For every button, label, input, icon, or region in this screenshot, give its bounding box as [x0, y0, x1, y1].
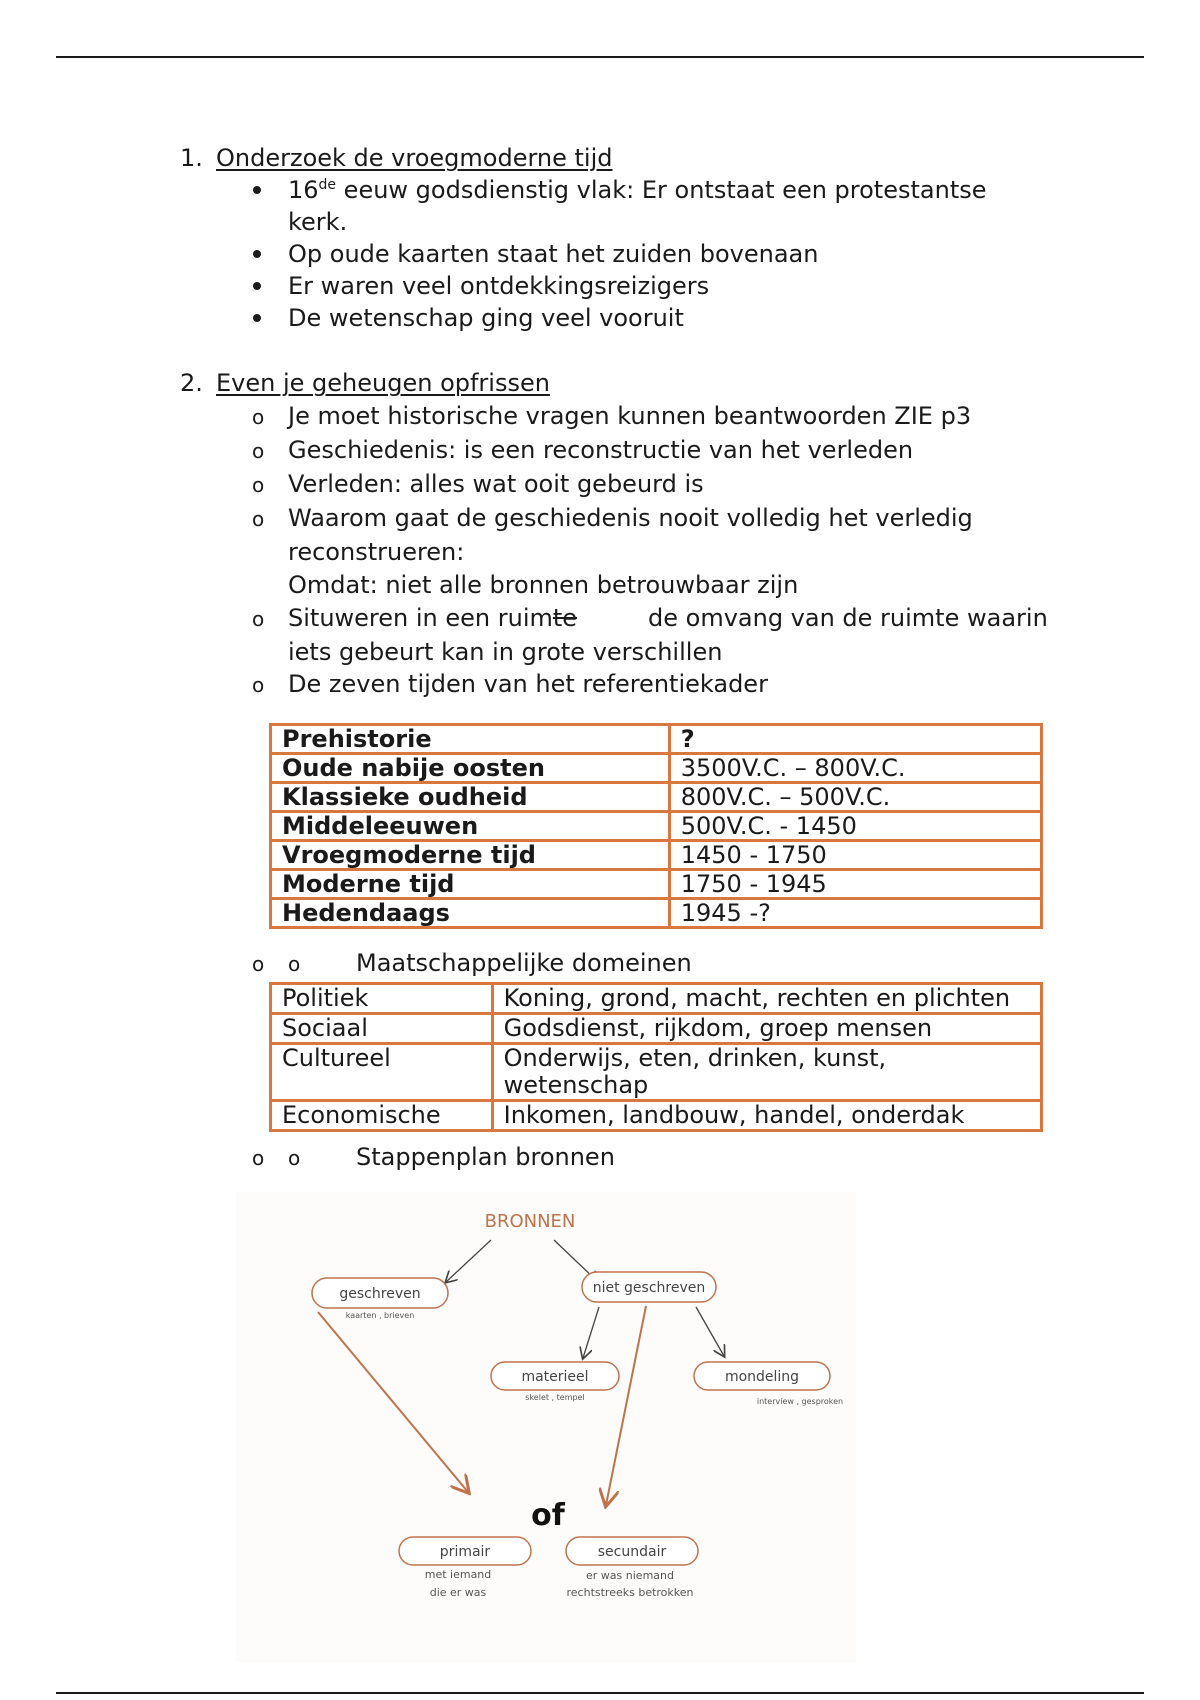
section1-title: Onderzoek de vroegmoderne tijd — [216, 144, 613, 172]
section1-number: 1. — [180, 144, 203, 172]
circle-bullet: o — [252, 607, 265, 631]
primary-note-2: die er was — [429, 1586, 487, 1599]
period-name: Klassieke oudheid — [271, 783, 670, 812]
table-row — [271, 870, 1042, 899]
written-note: kaarten , brieven — [345, 1311, 415, 1320]
table-row — [271, 984, 1042, 1014]
bullet-dot — [253, 186, 261, 194]
section1-bullet-3: Er waren veel ontdekkingsreizigers — [288, 272, 710, 300]
unwritten-label: niet geschreven — [592, 1280, 706, 1296]
period-range: 1945 -? — [669, 899, 1041, 928]
arrow-root-to-written — [446, 1240, 491, 1282]
primary-note-1: met iemand — [424, 1568, 492, 1581]
section2-item-6: De zeven tijden van het referentiekader — [288, 670, 768, 698]
section2-number: 2. — [180, 369, 203, 397]
circle-bullet: o — [252, 673, 265, 697]
section1-bullet-1: 16de eeuw godsdienstig vlak: Er ontstaat een protestantse — [288, 176, 987, 204]
top-rule — [56, 56, 1144, 58]
secondary-label: secundair — [597, 1544, 667, 1560]
table-row — [271, 1014, 1042, 1044]
circle-bullet: o — [252, 439, 265, 463]
table-row — [271, 783, 1042, 812]
period-range: 1450 - 1750 — [669, 841, 1041, 870]
material-label: materieel — [521, 1369, 589, 1385]
section2-item-1: Je moet historische vragen kunnen beantwoorden ZIE p3 — [288, 402, 972, 430]
period-name: Oude nabije oosten — [271, 754, 670, 783]
bullet-dot — [253, 282, 261, 290]
periods-table — [269, 723, 1043, 929]
bullet-dot — [253, 250, 261, 258]
circle-bullet: o — [252, 405, 265, 429]
arrow-unwritten-to-secondary — [606, 1306, 646, 1505]
arrow-written-to-primary — [318, 1312, 468, 1492]
sources-diagram — [236, 1192, 856, 1662]
period-range: 1750 - 1945 — [669, 870, 1041, 899]
section2-item-4-answer: Omdat: niet alle bronnen betrouwbaar zijn — [288, 571, 799, 599]
oral-note: interview , gesproken — [756, 1397, 844, 1406]
oral-label: mondeling — [724, 1369, 800, 1385]
table-row — [271, 899, 1042, 928]
written-label: geschreven — [339, 1286, 421, 1302]
table-row — [271, 1101, 1042, 1131]
section2-item-5-cont: iets gebeurt kan in grote verschillen — [288, 638, 723, 666]
period-name: Hedendaags — [271, 899, 670, 928]
domain-desc: Koning, grond, macht, rechten en plichten — [492, 984, 1041, 1014]
stappenplan-heading: Stappenplan bronnen — [356, 1143, 615, 1171]
bottom-rule — [56, 1692, 1144, 1694]
section2-item-2: Geschiedenis: is een reconstructie van het verleden — [288, 436, 914, 464]
domain-name: Economische — [271, 1101, 493, 1131]
domain-desc: Godsdienst, rijkdom, groep mensen — [492, 1014, 1041, 1044]
struck-text: te — [552, 604, 578, 632]
section2-item-4-cont: reconstrueren: — [288, 538, 465, 566]
period-name: Prehistorie — [271, 725, 670, 754]
secondary-note-2: rechtstreeks betrokken — [566, 1586, 694, 1599]
primary-label: primair — [439, 1544, 491, 1560]
arrow-unwritten-to-oral — [696, 1307, 724, 1356]
section2-item-5-continuation: de omvang van de ruimte waarin — [648, 604, 1048, 632]
table-row — [271, 1044, 1042, 1101]
table-row — [271, 725, 1042, 754]
circle-bullet: o — [252, 1146, 265, 1170]
circle-bullet: o — [252, 952, 265, 976]
domain-name: Sociaal — [271, 1014, 493, 1044]
section1-bullet-2: Op oude kaarten staat het zuiden bovenaan — [288, 240, 819, 268]
period-range: 800V.C. – 500V.C. — [669, 783, 1041, 812]
bullet-dot — [253, 314, 261, 322]
root-label: BRONNEN — [484, 1211, 576, 1232]
circle-bullet: o — [288, 1146, 301, 1170]
domains-table — [269, 982, 1043, 1132]
or-label: of — [531, 1498, 565, 1533]
section2-item-3: Verleden: alles wat ooit gebeurd is — [288, 470, 704, 498]
material-note: skelet , tempel — [525, 1393, 585, 1402]
domain-desc: Inkomen, landbouw, handel, onderdak — [492, 1101, 1041, 1131]
domain-name: Cultureel — [271, 1044, 493, 1101]
arrow-unwritten-to-material — [583, 1307, 599, 1358]
section1-bullet-4: De wetenschap ging veel vooruit — [288, 304, 684, 332]
circle-bullet: o — [252, 473, 265, 497]
period-range: 500V.C. - 1450 — [669, 812, 1041, 841]
domains-heading: Maatschappelijke domeinen — [356, 949, 692, 977]
domain-desc: Onderwijs, eten, drinken, kunst, wetenschap — [492, 1044, 1041, 1101]
circle-bullet: o — [252, 507, 265, 531]
table-row — [271, 812, 1042, 841]
circle-bullet: o — [288, 952, 301, 976]
section2-title: Even je geheugen opfrissen — [216, 369, 550, 397]
period-range: 3500V.C. – 800V.C. — [669, 754, 1041, 783]
period-name: Middeleeuwen — [271, 812, 670, 841]
sources-diagram-svg — [236, 1192, 856, 1662]
domain-name: Politiek — [271, 984, 493, 1014]
section2-item-4: Waarom gaat de geschiedenis nooit volledig het verledig — [288, 504, 973, 532]
period-name: Vroegmoderne tijd — [271, 841, 670, 870]
section2-item-5: Situweren in een ruimte — [288, 604, 578, 632]
period-name: Moderne tijd — [271, 870, 670, 899]
table-row — [271, 754, 1042, 783]
table-row — [271, 841, 1042, 870]
secondary-note-1: er was niemand — [586, 1569, 674, 1582]
section1-bullet-1-cont: kerk. — [288, 208, 348, 236]
period-range: ? — [669, 725, 1041, 754]
